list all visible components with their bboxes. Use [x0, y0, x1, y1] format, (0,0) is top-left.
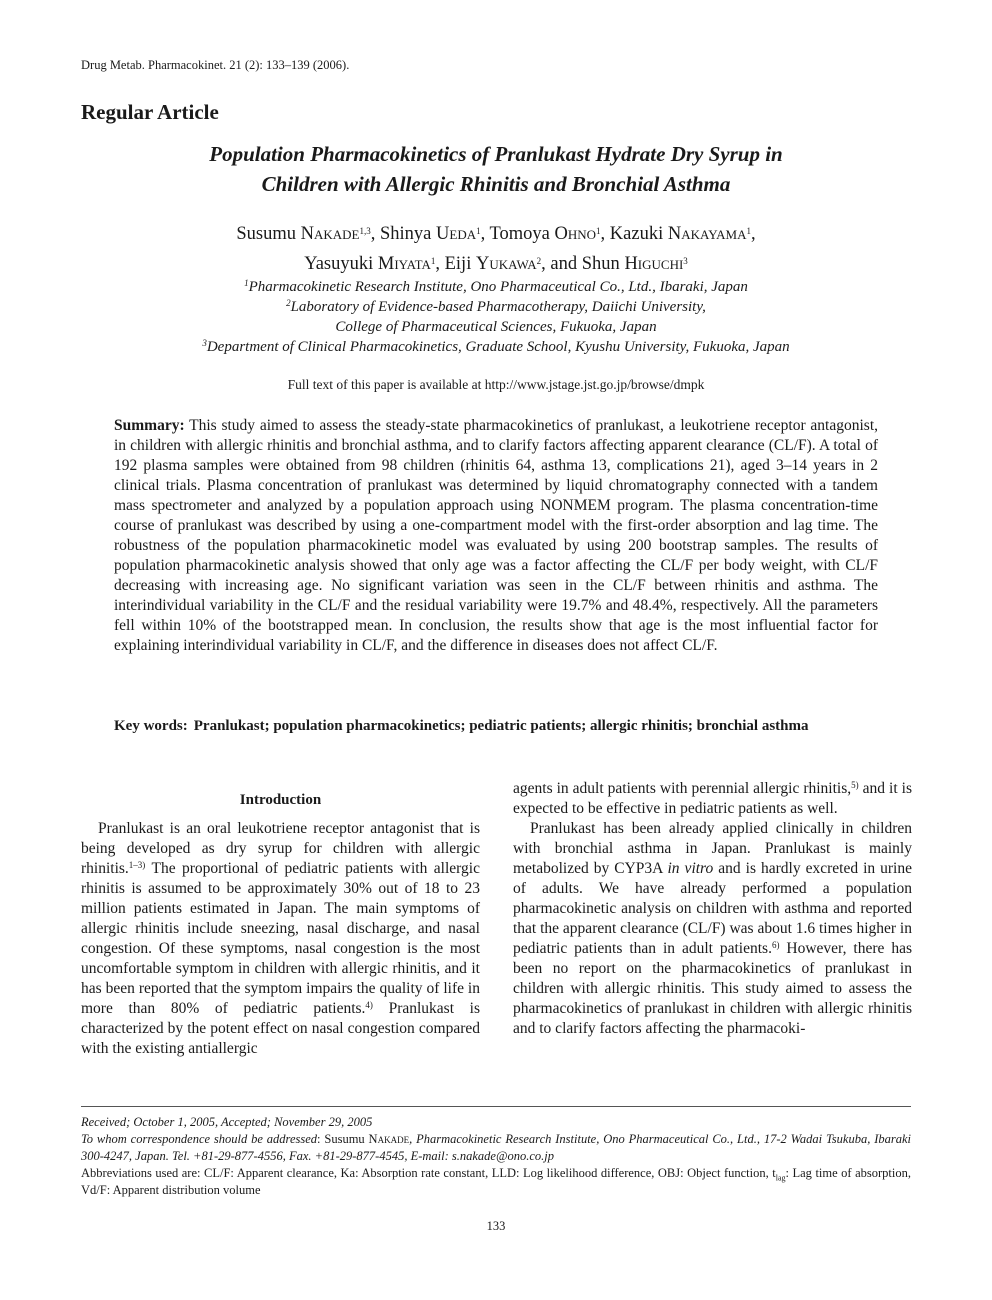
affiliation: $^3$Department of Clinical Pharmacokinetics, Graduate School, Kyushu University, Fukuoka, Japan: [202, 338, 790, 355]
article-type: Regular Article: [81, 100, 219, 124]
abbreviations: Abbreviations used are: CL/F: Apparent clearance, Ka: Absorption rate constant, LLD: Log likelihood difference, OBJ: Object function, $t_{lag}$: Lag time of absorption, Vd/F: Apparent distribution volume: [81, 1166, 912, 1197]
page-number: 133: [486, 1219, 506, 1233]
paragraph: agents in adult patients with perennial allergic rhinitis,$^{5)}$ and it is expected to be effective in pediatric patients as well.: [513, 780, 912, 817]
title-line-1: Population Pharmacokinetics of Pranlukast Hydrate Dry Syrup in: [209, 142, 783, 166]
abstract-label: Summary:: [114, 417, 185, 434]
author-list: [81, 219, 911, 279]
keywords: [114, 716, 878, 736]
abstract-text: This study aimed to assess the steady-state pharmacokinetics of pranlukast, a leukotriene receptor antagonist, in children with allergic rhinitis and bronchial asthma, and to clarify factors affecting apparent clearance (CL/F). A total of 192 plasma samples were obtained from 98 children (rhinitis 64, asthma 13, complications 21), aged 3–14 years in 2 clinical trials. Plasma concentration of pranlukast was determined by liquid chromatography connected with a tandem mass spectrometer and analyzed by a population approach using NONMEM program. The plasma concentration-time course of pranlukast was described by using a one-compartment model with the first-order absorption and lag time. The robustness of the population pharmacokinetic model was evaluated by using 200 bootstrap samples. The results of population pharmacokinetic analysis showed that only age was a factor affecting the CL/F per body weight, with CL/F decreasing with increasing age. No significant variation was seen in the CL/F between rhinitis and asthma. The interindividual variability in the CL/F and the residual variability were 19.7% and 48.4%, respectively. All the parameters fell within 10% of the bootstrapped mean. In conclusion, the results show that age is the most influential factor for explaining interindividual variability in CL/F, and the difference in diseases does not affect CL/F.: [114, 417, 878, 654]
affiliation: $^2$Laboratory of Evidence-based Pharmacotherapy, Daiichi University,: [286, 298, 706, 315]
fulltext-note: Full text of this paper is available at http://www.jstage.jst.go.jp/browse/dmpk: [287, 377, 705, 392]
paragraph: Pranlukast is an oral leukotriene receptor antagonist that is being developed as dry syrup for children with allergic rhinitis.$^{1-3)}$ The proportional of pediatric patients with allergic rhinitis is assumed to be approximately 30% out of 18 to 23 million patients estimated in Japan. The main symptoms of allergic rhinitis include sneezing, nasal discharge, and nasal congestion. Of these symptoms, nasal congestion is the most uncomfortable symptom in children with allergic rhinitis, and it has been reported that the symptom impairs the quality of life in more than 80% of pediatric patients.$^{4)}$ Pranlukast is characterized by the potent effect on nasal congestion compared with the existing antiallergic: [81, 820, 480, 1057]
author: Kazuki Nakayama$^1$,: [609, 224, 756, 244]
author: Tomoya Ohno$^1$,: [489, 224, 610, 244]
citation-ref: 5): [851, 780, 859, 790]
abstract: [114, 416, 878, 656]
affiliation: $^1$Pharmacokinetic Research Institute, Ono Pharmaceutical Co., Ltd., Ibaraki, Japan: [244, 278, 748, 295]
title-line-2: Children with Allergic Rhinitis and Bronchial Asthma: [261, 172, 731, 196]
author: Eiji Yukawa$^2$, and: [444, 254, 582, 274]
affiliation: College of Pharmaceutical Sciences, Fukuoka, Japan: [335, 319, 657, 335]
journal-citation: Drug Metab. Pharmacokinet. 21 (2): 133–139 (2006).: [81, 58, 350, 72]
section-heading: Introduction: [239, 792, 322, 808]
affiliations: [81, 277, 911, 357]
paragraph: Pranlukast has been already applied clinically in children with bronchial asthma in Japan. Pranlukast is mainly metabolized by CYP3A in vitro and is hardly excreted in urine of adults. We have already performed a population pharmacokinetic analysis on children with asthma and reported that the apparent clearance (CL/F) was about 1.6 times higher in pediatric patients than in adult patients.$^{6)}$ However, there has been no report on the pharmacokinetics of pranlukast in children with allergic rhinitis. This study aimed to assess the pharmacokinetics of pranlukast in children with allergic rhinitis and to clarify factors affecting the pharmacoki-: [513, 820, 912, 1037]
correspondence: To whom correspondence should be addressed: Susumu Nakade, Pharmacokinetic Research Institute, Ono Pharmaceutical Co., Ltd., 17-2 Wadai Tsukuba, Ibaraki 300-4247, Japan. Tel. +81-29-877-4556, Fax. +81-29-877-4545, E-mail: s.nakade@ono.co.jp: [81, 1132, 912, 1163]
author: Shinya Ueda$^1$,: [380, 224, 490, 244]
footnote-divider: [81, 1106, 911, 1107]
citation-ref: 6): [771, 940, 780, 950]
author: Shun Higuchi$^3$: [581, 254, 688, 274]
author-line-1: [81, 219, 911, 249]
article-title: [81, 139, 911, 199]
author: Yasuyuki Miyata$^1$,: [304, 254, 445, 274]
citation-ref: 4): [365, 1000, 373, 1010]
column-left: [81, 779, 480, 1059]
column-right: [513, 779, 912, 1039]
author-line-2: [81, 249, 911, 279]
author: Susumu Nakade$^{1,3}$,: [236, 224, 380, 244]
keywords-label: Key words:: [114, 718, 188, 734]
footnotes: [81, 1114, 911, 1199]
citation-ref: 1–3): [128, 860, 146, 870]
received-dates: Received; October 1, 2005, Accepted; November 29, 2005: [81, 1115, 373, 1129]
keywords-text: Pranlukast; population pharmacokinetics; pediatric patients; allergic rhinitis; bronchial asthma: [193, 718, 809, 734]
